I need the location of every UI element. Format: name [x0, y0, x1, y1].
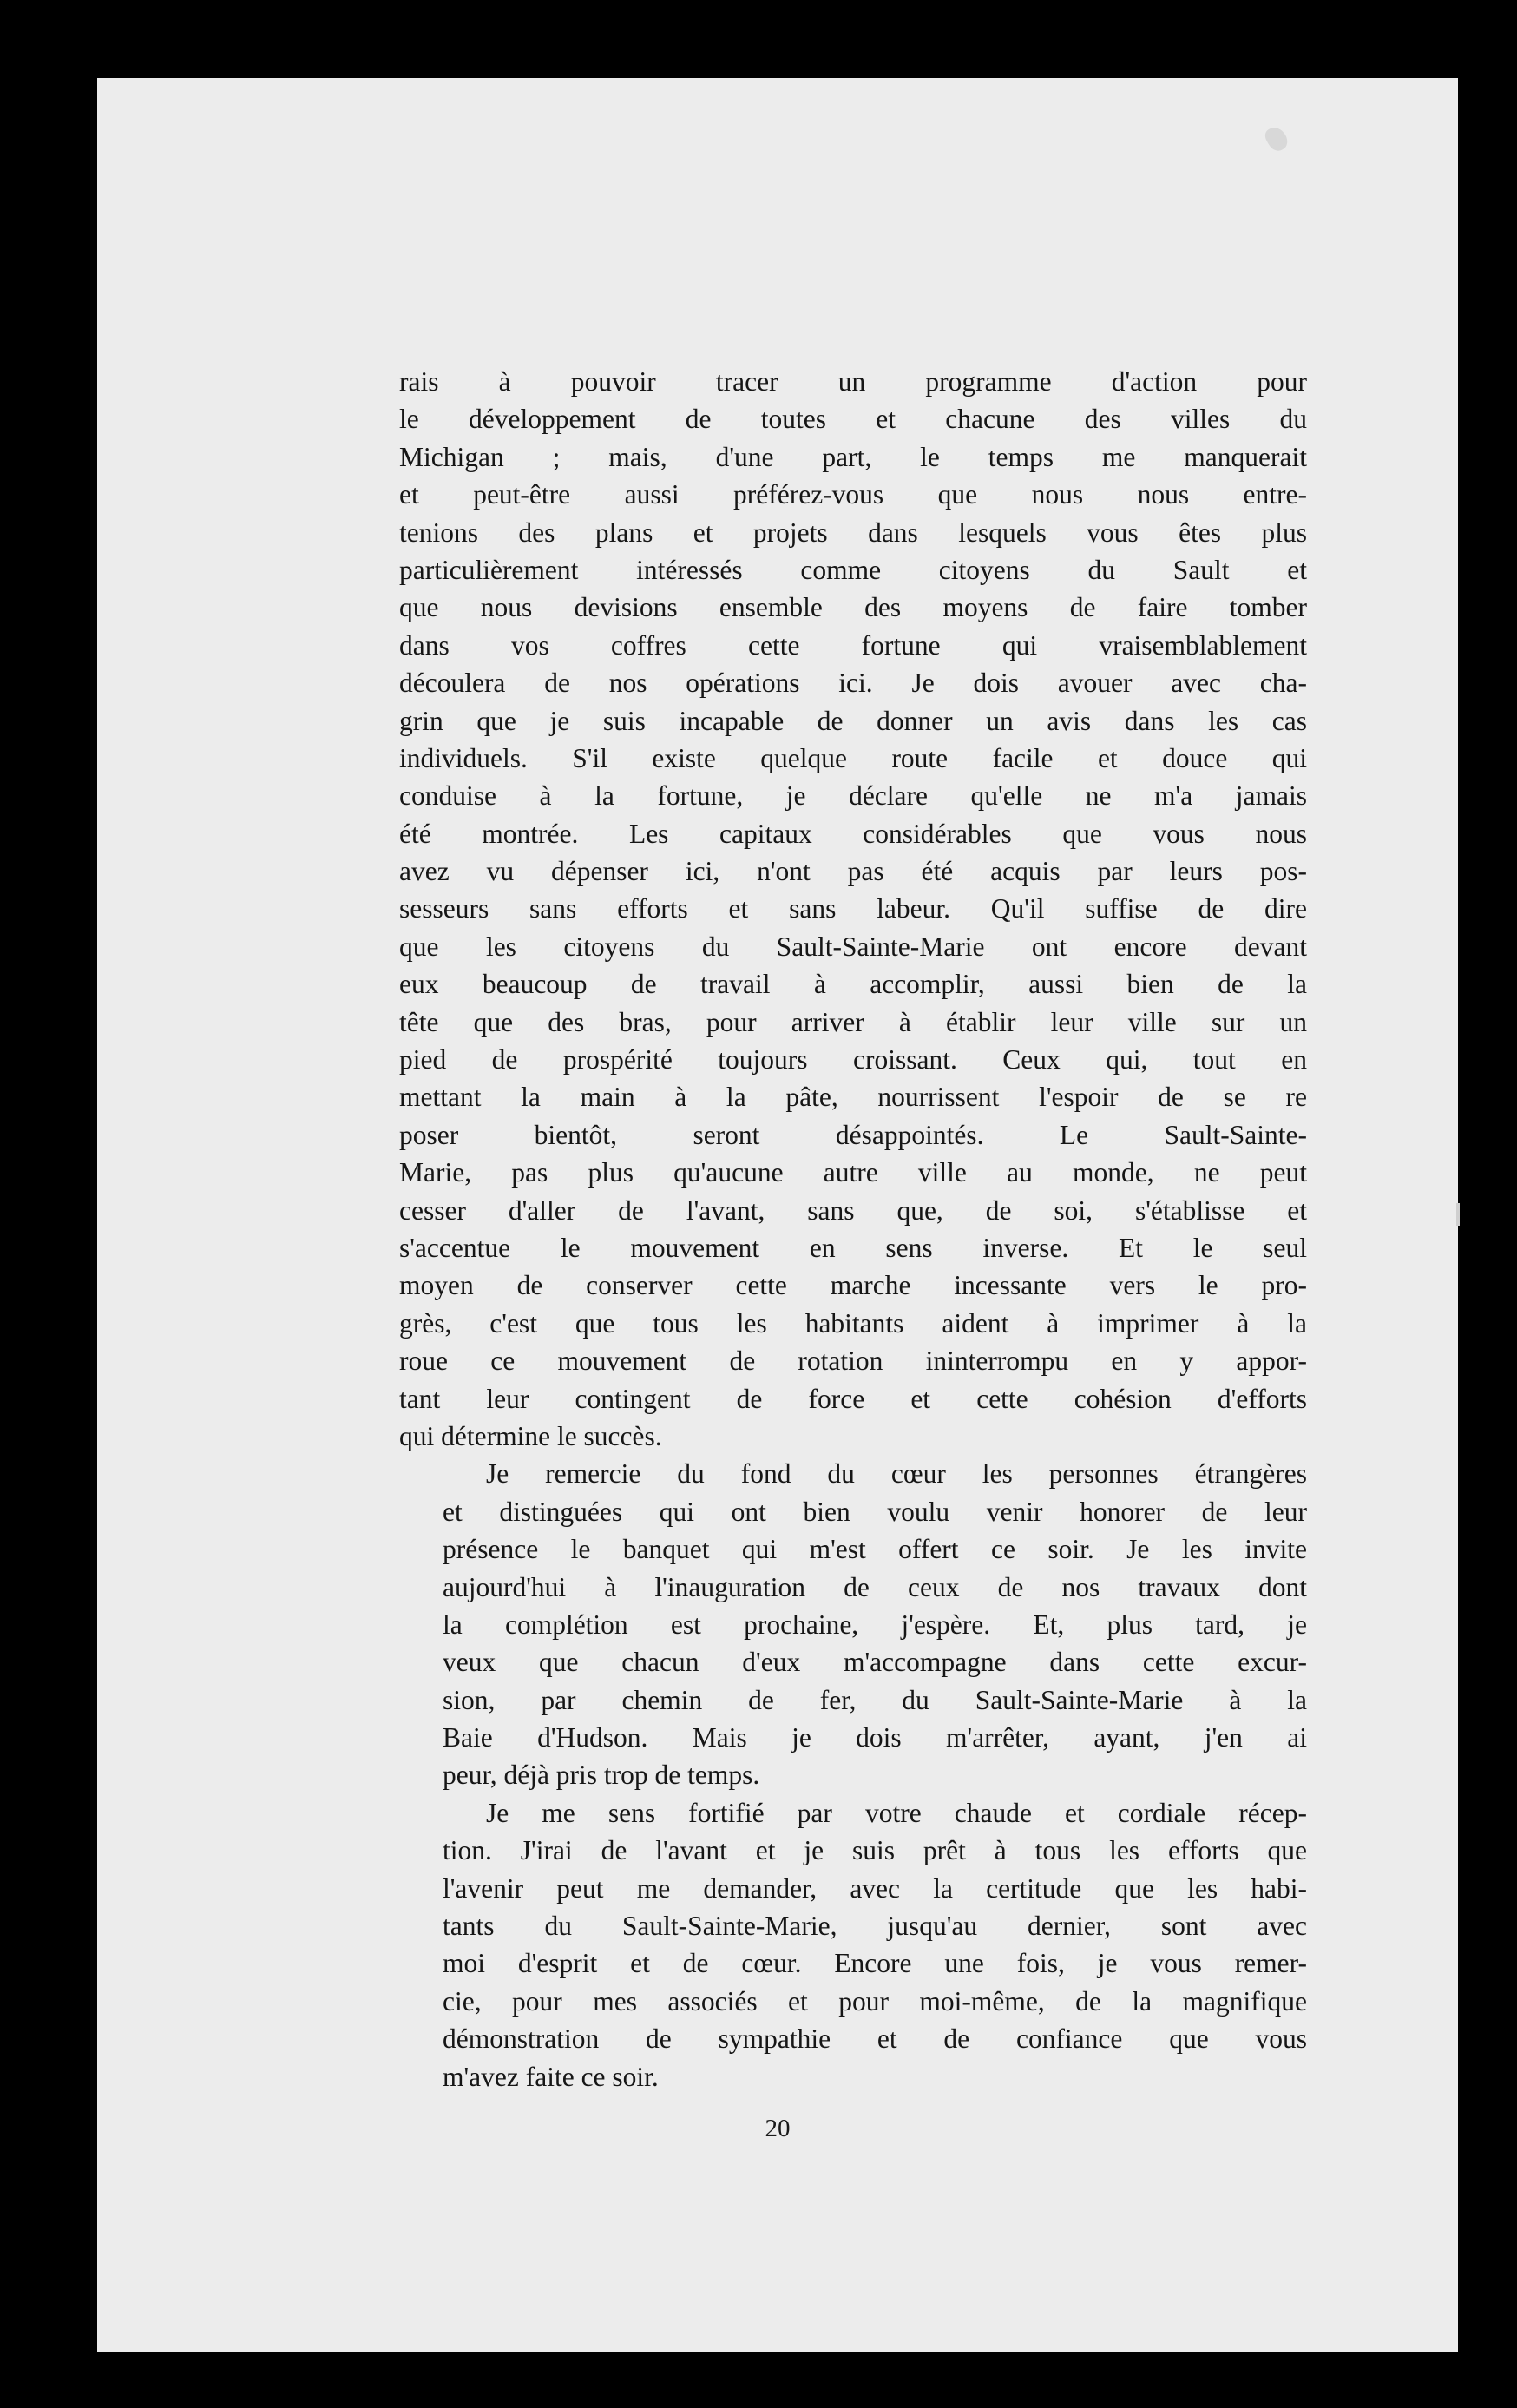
text-line: mettant la main à la pâte, nourrissent l'espoir de se re [399, 1082, 1307, 1113]
text-line: s'accentue le mouvement en sens inverse. Et le seul [399, 1232, 1307, 1263]
text-line: peur, déjà pris trop de temps. [443, 1760, 760, 1791]
text-line: qui détermine le succès. [399, 1420, 662, 1451]
text-line: individuels. S'il existe quelque route facile et douce qui [399, 742, 1307, 773]
text-line: découlera de nos opérations ici. Je dois avouer avec cha- [399, 668, 1307, 699]
text-line: présence le banquet qui m'est offert ce soir. Je les invite [443, 1534, 1307, 1565]
scanned-page [97, 78, 1458, 2352]
text-line: Je remercie du fond du cœur les personnes étrangères [486, 1458, 1307, 1490]
text-line: grès, c'est que tous les habitants aident à imprimer à la [399, 1307, 1307, 1339]
text-line: grin que je suis incapable de donner un avis dans les cas [399, 705, 1307, 736]
paragraph [399, 1794, 1307, 2095]
text-line: le développement de toutes et chacune des villes du [399, 404, 1307, 435]
text-line: Baie d'Hudson. Mais je dois m'arrêter, ayant, j'en ai [443, 1722, 1307, 1753]
text-line: Je me sens fortifié par votre chaude et cordiale récep- [486, 1797, 1307, 1828]
text-line: sion, par chemin de fer, du Sault-Sainte-Marie à la [443, 1684, 1307, 1715]
text-line: cesser d'aller de l'avant, sans que, de soi, s'établisse et [399, 1194, 1307, 1226]
text-line: sesseurs sans efforts et sans labeur. Qu'il suffise de dire [399, 893, 1307, 924]
page-number: 20 [765, 2115, 791, 2142]
text-line: que les citoyens du Sault-Sainte-Marie ont encore devant [399, 931, 1307, 962]
text-line: et distinguées qui ont bien voulu venir honorer de leur [443, 1496, 1307, 1527]
corner-blemish [1262, 123, 1290, 154]
text-line: moi d'esprit et de cœur. Encore une fois, je vous remer- [443, 1948, 1307, 1979]
text-line: veux que chacun d'eux m'accompagne dans cette excur- [443, 1647, 1307, 1678]
text-line: aujourd'hui à l'inauguration de ceux de nos travaux dont [443, 1571, 1307, 1602]
text-line: avez vu dépenser ici, n'ont pas été acquis par leurs pos- [399, 856, 1307, 887]
paragraph [399, 363, 1307, 1455]
text-line: roue ce mouvement de rotation ininterrompu en y appor- [399, 1345, 1307, 1377]
text-line: démonstration de sympathie et de confiance que vous [443, 2023, 1307, 2055]
text-line: et peut-être aussi préférez-vous que nous nous entre- [399, 479, 1307, 510]
text-line: rais à pouvoir tracer un programme d'action pour [399, 366, 1307, 397]
text-line: tête que des bras, pour arriver à établir leur ville sur un [399, 1006, 1307, 1037]
text-line: été montrée. Les capitaux considérables que vous nous [399, 818, 1307, 849]
text-line: conduise à la fortune, je déclare qu'elle ne m'a jamais [399, 780, 1307, 812]
body-text [399, 363, 1307, 2095]
text-line: pied de prospérité toujours croissant. Ceux qui, tout en [399, 1044, 1307, 1076]
text-line: tenions des plans et projets dans lesquels vous êtes plus [399, 516, 1307, 548]
text-line: eux beaucoup de travail à accomplir, aussi bien de la [399, 969, 1307, 1000]
text-line: tant leur contingent de force et cette cohésion d'efforts [399, 1383, 1307, 1414]
edge-blemish [1456, 1203, 1460, 1226]
text-line: cie, pour mes associés et pour moi-même, de la magnifique [443, 1985, 1307, 2017]
text-line: tants du Sault-Sainte-Marie, jusqu'au dernier, sont avec [443, 1911, 1307, 1942]
text-line: Michigan ; mais, d'une part, le temps me manquerait [399, 441, 1307, 472]
text-line: que nous devisions ensemble des moyens de faire tomber [399, 592, 1307, 623]
text-line: particulièrement intéressés comme citoyens du Sault et [399, 554, 1307, 585]
text-line: poser bientôt, seront désappointés. Le Sault-Sainte- [399, 1119, 1307, 1150]
text-line: dans vos coffres cette fortune qui vraisemblablement [399, 629, 1307, 661]
text-line: l'avenir peut me demander, avec la certitude que les habi- [443, 1872, 1307, 1904]
paragraph [399, 1455, 1307, 1794]
text-line: Marie, pas plus qu'aucune autre ville au monde, ne peut [399, 1157, 1307, 1188]
text-line: tion. J'irai de l'avant et je suis prêt à tous les efforts que [443, 1835, 1307, 1866]
text-line: la complétion est prochaine, j'espère. Et, plus tard, je [443, 1609, 1307, 1640]
text-line: m'avez faite ce soir. [443, 2061, 659, 2092]
text-line: moyen de conserver cette marche incessante vers le pro- [399, 1270, 1307, 1301]
